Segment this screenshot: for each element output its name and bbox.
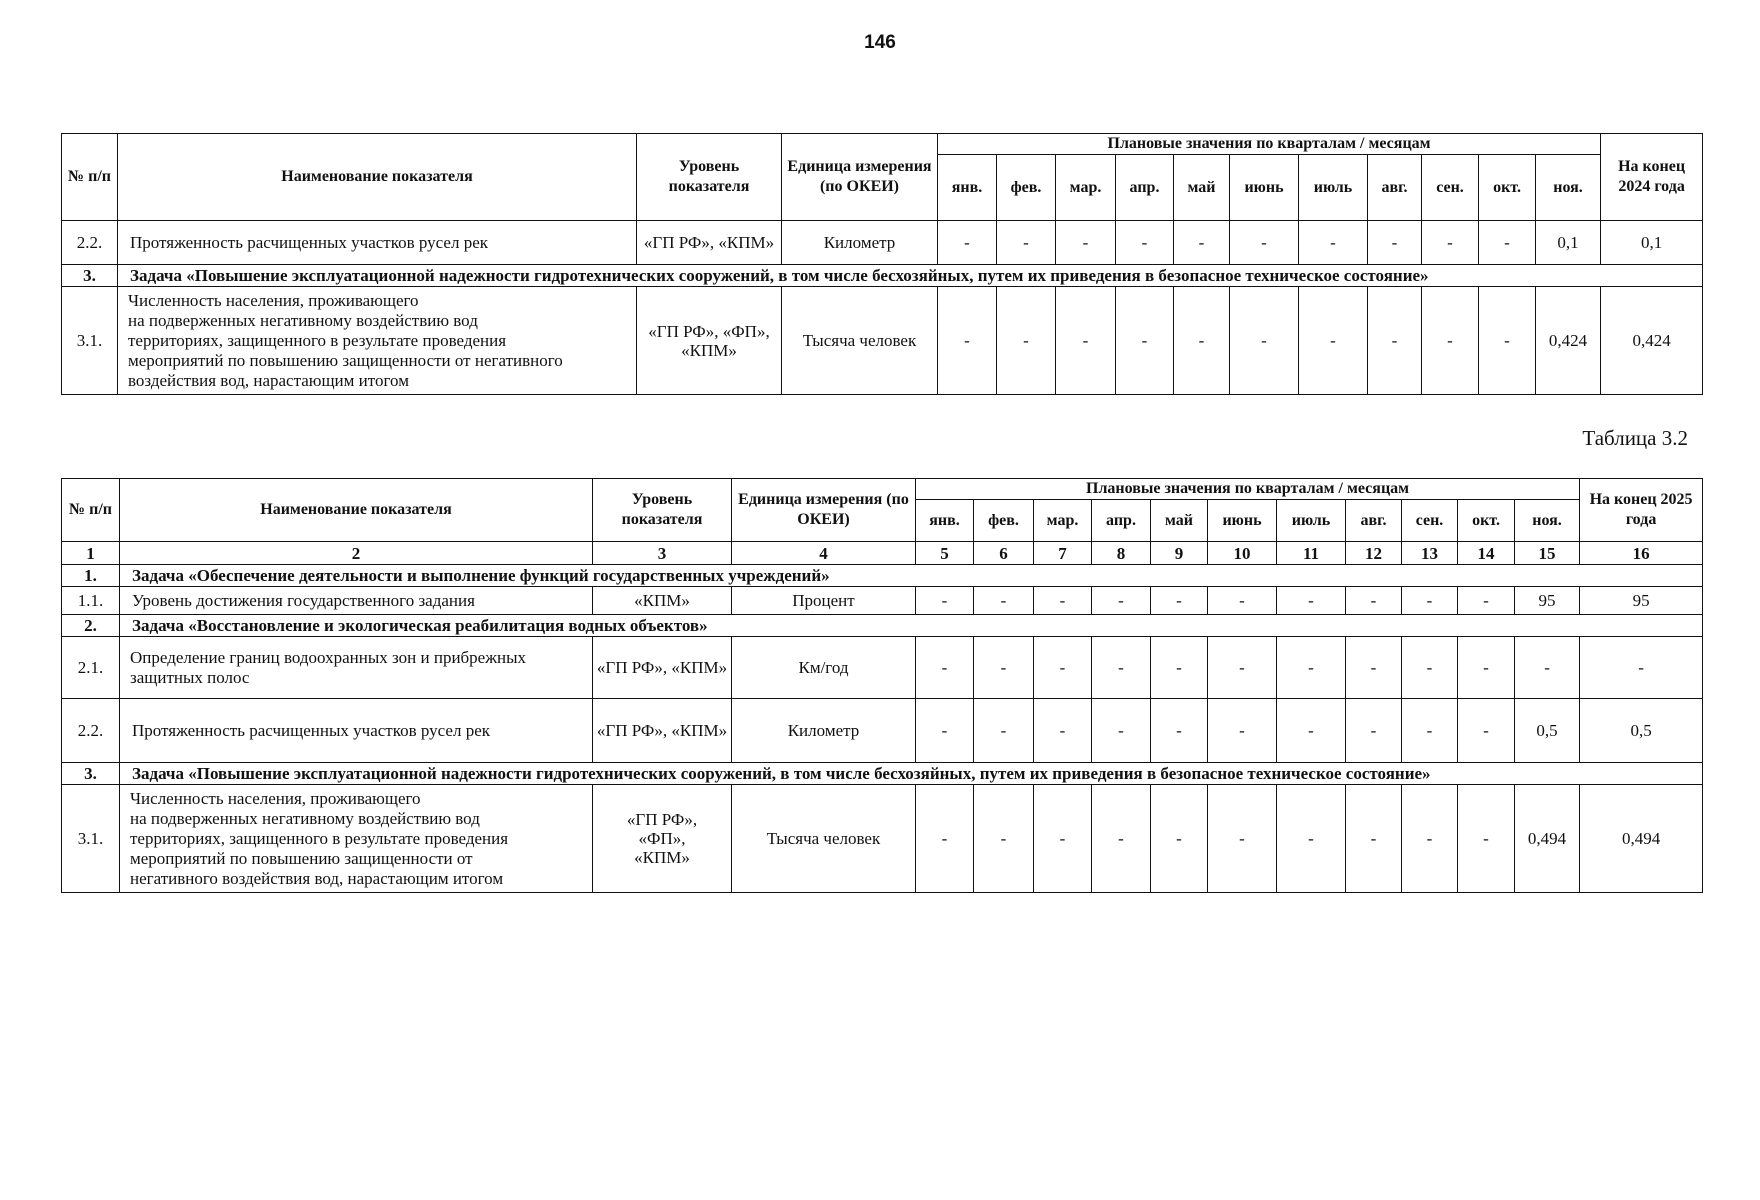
row-num: 2.2. <box>62 221 118 265</box>
month-aug: авг. <box>1368 155 1422 221</box>
value-cell: - <box>1368 287 1422 395</box>
value-cell: - <box>1230 287 1299 395</box>
month-oct: окт. <box>1458 500 1515 542</box>
column-number-row <box>62 542 1703 565</box>
value-cell: - <box>1116 287 1174 395</box>
value-cell: - <box>1092 637 1151 699</box>
month-feb: фев. <box>997 155 1056 221</box>
name-line: на подверженных негативному воздействию вод <box>128 310 478 330</box>
name-line: Численность населения, проживающего <box>128 290 419 310</box>
value-cell: - <box>1515 637 1580 699</box>
end-value-cell: 0,494 <box>1580 785 1703 893</box>
name-line: территориях, защищенного в результате проведения <box>128 330 507 350</box>
value-cell: 0,494 <box>1515 785 1580 893</box>
value-cell: - <box>1277 637 1346 699</box>
value-cell: - <box>974 637 1034 699</box>
month-sep: сен. <box>1422 155 1479 221</box>
name-line: мероприятий по повышению защищенности от <box>130 848 473 868</box>
table-row <box>62 287 1703 395</box>
col-number: 8 <box>1092 542 1151 565</box>
month-nov: ноя. <box>1515 500 1580 542</box>
value-cell: - <box>916 587 974 615</box>
indicator-unit: Тысяча человек <box>732 785 916 893</box>
value-cell: - <box>1346 587 1402 615</box>
value-cell: - <box>1346 785 1402 893</box>
name-line: мероприятий по повышению защищенности от негативного <box>128 350 563 370</box>
header-level: Уровень показателя <box>637 134 782 221</box>
name-line: на подверженных негативному воздействию вод <box>130 808 480 828</box>
task-num: 1. <box>62 565 120 587</box>
end-value-cell: 0,424 <box>1601 287 1703 395</box>
col-number: 11 <box>1277 542 1346 565</box>
month-apr: апр. <box>1092 500 1151 542</box>
value-cell: - <box>1422 287 1479 395</box>
header-plan: Плановые значения по кварталам / месяцам <box>938 134 1601 155</box>
name-line: воздействия вод, нарастающим итогом <box>128 370 409 390</box>
value-cell: 0,5 <box>1515 699 1580 763</box>
header-unit: Единица измерения (по ОКЕИ) <box>782 134 938 221</box>
indicator-level: «ГП РФ», «КПМ» <box>593 699 732 763</box>
value-cell: - <box>1034 699 1092 763</box>
value-cell: - <box>1299 287 1368 395</box>
col-number: 10 <box>1208 542 1277 565</box>
value-cell: - <box>1458 637 1515 699</box>
month-jan: янв. <box>916 500 974 542</box>
name-line: негативного воздействия вод, нарастающим итогом <box>130 868 504 888</box>
header-end-2024: На конец 2024 года <box>1601 134 1703 221</box>
month-apr: апр. <box>1116 155 1174 221</box>
value-cell: - <box>1402 637 1458 699</box>
name-line: Определение границ водоохранных зон и прибрежных <box>130 647 526 667</box>
name-line: защитных полос <box>130 667 250 687</box>
col-number: 6 <box>974 542 1034 565</box>
value-cell: - <box>1151 637 1208 699</box>
value-cell: - <box>1116 221 1174 265</box>
end-value-cell: 0,5 <box>1580 699 1703 763</box>
col-number: 7 <box>1034 542 1092 565</box>
value-cell: - <box>997 287 1056 395</box>
col-number: 4 <box>732 542 916 565</box>
value-cell: - <box>1458 587 1515 615</box>
header-level: Уровень показателя <box>593 479 732 542</box>
task-num: 2. <box>62 615 120 637</box>
header-end-2025: На конец 2025 года <box>1580 479 1703 542</box>
value-cell: - <box>1368 221 1422 265</box>
month-jul: июль <box>1277 500 1346 542</box>
month-may: май <box>1174 155 1230 221</box>
value-cell: - <box>1299 221 1368 265</box>
indicator-name: Уровень достижения государственного задания <box>120 587 593 615</box>
value-cell: - <box>997 221 1056 265</box>
value-cell: - <box>1056 221 1116 265</box>
indicator-unit: Процент <box>732 587 916 615</box>
value-cell: 0,424 <box>1536 287 1601 395</box>
row-num: 2.2. <box>62 699 120 763</box>
col-number: 14 <box>1458 542 1515 565</box>
value-cell: - <box>1092 699 1151 763</box>
value-cell: - <box>1346 637 1402 699</box>
value-cell: - <box>1277 785 1346 893</box>
header-plan: Плановые значения по кварталам / месяцам <box>916 479 1580 500</box>
col-number: 3 <box>593 542 732 565</box>
value-cell: - <box>938 221 997 265</box>
header-name: Наименование показателя <box>118 134 637 221</box>
indicator-name <box>118 287 637 395</box>
value-cell: 0,1 <box>1536 221 1601 265</box>
month-oct: окт. <box>1479 155 1536 221</box>
table-row <box>62 587 1703 615</box>
month-jun: июнь <box>1208 500 1277 542</box>
col-number: 16 <box>1580 542 1703 565</box>
indicator-level <box>593 785 732 893</box>
header-unit: Единица измерения (по ОКЕИ) <box>732 479 916 542</box>
value-cell: - <box>1151 785 1208 893</box>
value-cell: - <box>1230 221 1299 265</box>
value-cell: 95 <box>1515 587 1580 615</box>
table-row <box>62 699 1703 763</box>
task-num: 3. <box>62 763 120 785</box>
indicator-name <box>120 785 593 893</box>
table-row <box>62 221 1703 265</box>
col-number: 9 <box>1151 542 1208 565</box>
value-cell: - <box>1277 587 1346 615</box>
indicator-name: Протяженность расчищенных участков русел рек <box>118 221 637 265</box>
value-cell: - <box>916 785 974 893</box>
value-cell: - <box>1277 699 1346 763</box>
month-sep: сен. <box>1402 500 1458 542</box>
month-feb: фев. <box>974 500 1034 542</box>
value-cell: - <box>1479 287 1536 395</box>
value-cell: - <box>916 699 974 763</box>
indicator-level: «ГП РФ», «КПМ» <box>593 637 732 699</box>
indicators-table-2025 <box>61 478 1703 893</box>
row-num: 2.1. <box>62 637 120 699</box>
end-value-cell: 95 <box>1580 587 1703 615</box>
value-cell: - <box>974 699 1034 763</box>
value-cell: - <box>1208 587 1277 615</box>
value-cell: - <box>1208 637 1277 699</box>
value-cell: - <box>1092 587 1151 615</box>
end-value-cell: 0,1 <box>1601 221 1703 265</box>
value-cell: - <box>1056 287 1116 395</box>
indicator-name: Протяженность расчищенных участков русел рек <box>120 699 593 763</box>
header-row <box>62 134 1703 155</box>
value-cell: - <box>1402 587 1458 615</box>
value-cell: - <box>1208 699 1277 763</box>
col-number: 13 <box>1402 542 1458 565</box>
row-num: 1.1. <box>62 587 120 615</box>
task-num: 3. <box>62 265 118 287</box>
task-row <box>62 763 1703 785</box>
indicator-level: «КПМ» <box>593 587 732 615</box>
month-jan: янв. <box>938 155 997 221</box>
end-value-cell: - <box>1580 637 1703 699</box>
level-line: «ГП РФ», <box>626 810 698 829</box>
row-num: 3.1. <box>62 785 120 893</box>
col-number: 2 <box>120 542 593 565</box>
value-cell: - <box>1151 699 1208 763</box>
value-cell: - <box>974 785 1034 893</box>
value-cell: - <box>1174 287 1230 395</box>
task-row <box>62 565 1703 587</box>
page-number: 146 <box>864 32 896 53</box>
task-title: Задача «Повышение эксплуатационной надежности гидротехнических сооружений, в том числе бесхозяйных, путем их приведения в безопасное техническое состояние» <box>120 763 1703 785</box>
value-cell: - <box>1402 785 1458 893</box>
value-cell: - <box>1034 587 1092 615</box>
value-cell: - <box>1174 221 1230 265</box>
value-cell: - <box>1479 221 1536 265</box>
table-row <box>62 637 1703 699</box>
month-may: май <box>1151 500 1208 542</box>
level-line: «КПМ» <box>634 848 690 867</box>
indicator-unit: Километр <box>732 699 916 763</box>
value-cell: - <box>1458 699 1515 763</box>
col-number: 5 <box>916 542 974 565</box>
task-row <box>62 265 1703 287</box>
month-mar: мар. <box>1056 155 1116 221</box>
month-jul: июль <box>1299 155 1368 221</box>
value-cell: - <box>1422 221 1479 265</box>
value-cell: - <box>1346 699 1402 763</box>
task-row <box>62 615 1703 637</box>
level-line: «ФП», <box>638 829 686 848</box>
value-cell: - <box>1402 699 1458 763</box>
task-title: Задача «Обеспечение деятельности и выполнение функций государственных учреждений» <box>120 565 1703 587</box>
col-number: 12 <box>1346 542 1402 565</box>
indicator-level: «ГП РФ», «ФП», «КПМ» <box>637 287 782 395</box>
value-cell: - <box>1092 785 1151 893</box>
indicator-unit: Км/год <box>732 637 916 699</box>
month-nov: ноя. <box>1536 155 1601 221</box>
row-num: 3.1. <box>62 287 118 395</box>
table-row <box>62 785 1703 893</box>
indicator-name <box>120 637 593 699</box>
month-aug: авг. <box>1346 500 1402 542</box>
value-cell: - <box>1458 785 1515 893</box>
value-cell: - <box>1208 785 1277 893</box>
header-num: № п/п <box>62 479 120 542</box>
col-number: 15 <box>1515 542 1580 565</box>
value-cell: - <box>1034 785 1092 893</box>
table-caption: Таблица 3.2 <box>1582 426 1688 450</box>
name-line: территориях, защищенного в результате проведения <box>130 828 509 848</box>
header-num: № п/п <box>62 134 118 221</box>
indicators-table-2024 <box>61 133 1703 395</box>
header-name: Наименование показателя <box>120 479 593 542</box>
value-cell: - <box>1151 587 1208 615</box>
col-number: 1 <box>62 542 120 565</box>
indicator-unit: Тысяча человек <box>782 287 938 395</box>
month-jun: июнь <box>1230 155 1299 221</box>
value-cell: - <box>974 587 1034 615</box>
indicator-unit: Километр <box>782 221 938 265</box>
value-cell: - <box>916 637 974 699</box>
task-title: Задача «Повышение эксплуатационной надежности гидротехнических сооружений, в том числе бесхозяйных, путем их приведения в безопасное техническое состояние» <box>118 265 1703 287</box>
month-mar: мар. <box>1034 500 1092 542</box>
value-cell: - <box>1034 637 1092 699</box>
task-title: Задача «Восстановление и экологическая реабилитация водных объектов» <box>120 615 1703 637</box>
value-cell: - <box>938 287 997 395</box>
name-line: Численность населения, проживающего <box>130 788 421 808</box>
header-row <box>62 479 1703 500</box>
indicator-level: «ГП РФ», «КПМ» <box>637 221 782 265</box>
